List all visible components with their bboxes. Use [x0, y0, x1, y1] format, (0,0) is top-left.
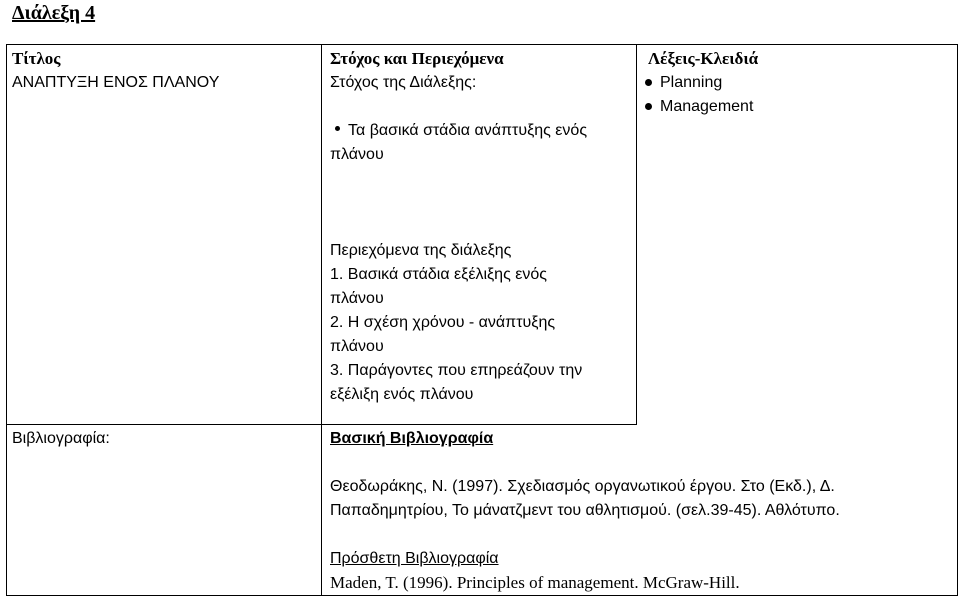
contents-line: 3. Παράγοντες που επηρεάζουν την [330, 362, 583, 379]
contents-line: 1. Βασικά στάδια εξέλιξης ενός [330, 266, 547, 283]
header-title: Τίτλος [12, 49, 61, 68]
contents-line: 2. Η σχέση χρόνου - ανάπτυξης [330, 314, 556, 331]
table-border-left [6, 44, 7, 596]
extra-bibliography-line: Maden, T. (1996). Principles of management. McGraw-Hill. [330, 573, 740, 592]
contents-line: πλάνου [330, 338, 384, 355]
lecture-heading: Διάλεξη 4 [12, 2, 96, 24]
goal-bullet-line-2: πλάνου [330, 146, 384, 163]
extra-bibliography-label: Πρόσθετη Βιβλιογραφία [330, 550, 499, 567]
basic-bibliography-line: Θεοδωράκης, Ν. (1997). Σχεδιασμός οργανωτικού έργου. Στο (Εκδ.), Δ. [330, 478, 835, 495]
bibliography-label: Βιβλιογραφία: [12, 430, 110, 447]
contents-line: εξέλιξη ενός πλάνου [330, 386, 474, 403]
bullet-dot-icon [645, 79, 652, 86]
basic-bibliography-line: Παπαδημητρίου, Το μάνατζμεντ του αθλητισμού. (σελ.39-45). Αθλότυπο. [330, 502, 840, 519]
header-keywords: Λέξεις-Κλειδιά [648, 49, 759, 68]
goal-bullet-line-1: Τα βασικά στάδια ανάπτυξης ενός [348, 122, 588, 139]
goal-bullet-dot [335, 126, 340, 131]
keyword-label: Management [660, 98, 754, 115]
bullet-dot-icon [645, 103, 652, 110]
table-col-divider-1 [321, 44, 322, 596]
keyword-label: Planning [660, 74, 723, 91]
lecture-title-value: ΑΝΑΠΤΥΞΗ ΕΝΟΣ ΠΛΑΝΟΥ [12, 74, 220, 91]
header-goal-contents: Στόχος και Περιεχόμενα [330, 49, 504, 68]
contents-label: Περιεχόμενα της διάλεξης [330, 242, 512, 259]
contents-line: πλάνου [330, 290, 384, 307]
table-border-bottom [6, 595, 958, 596]
basic-bibliography-label: Βασική Βιβλιογραφία [330, 430, 494, 447]
table-border-right [957, 44, 958, 596]
goal-label: Στόχος της Διάλεξης: [330, 74, 477, 91]
table-border-top [6, 44, 958, 45]
table-col-divider-2 [636, 44, 637, 425]
